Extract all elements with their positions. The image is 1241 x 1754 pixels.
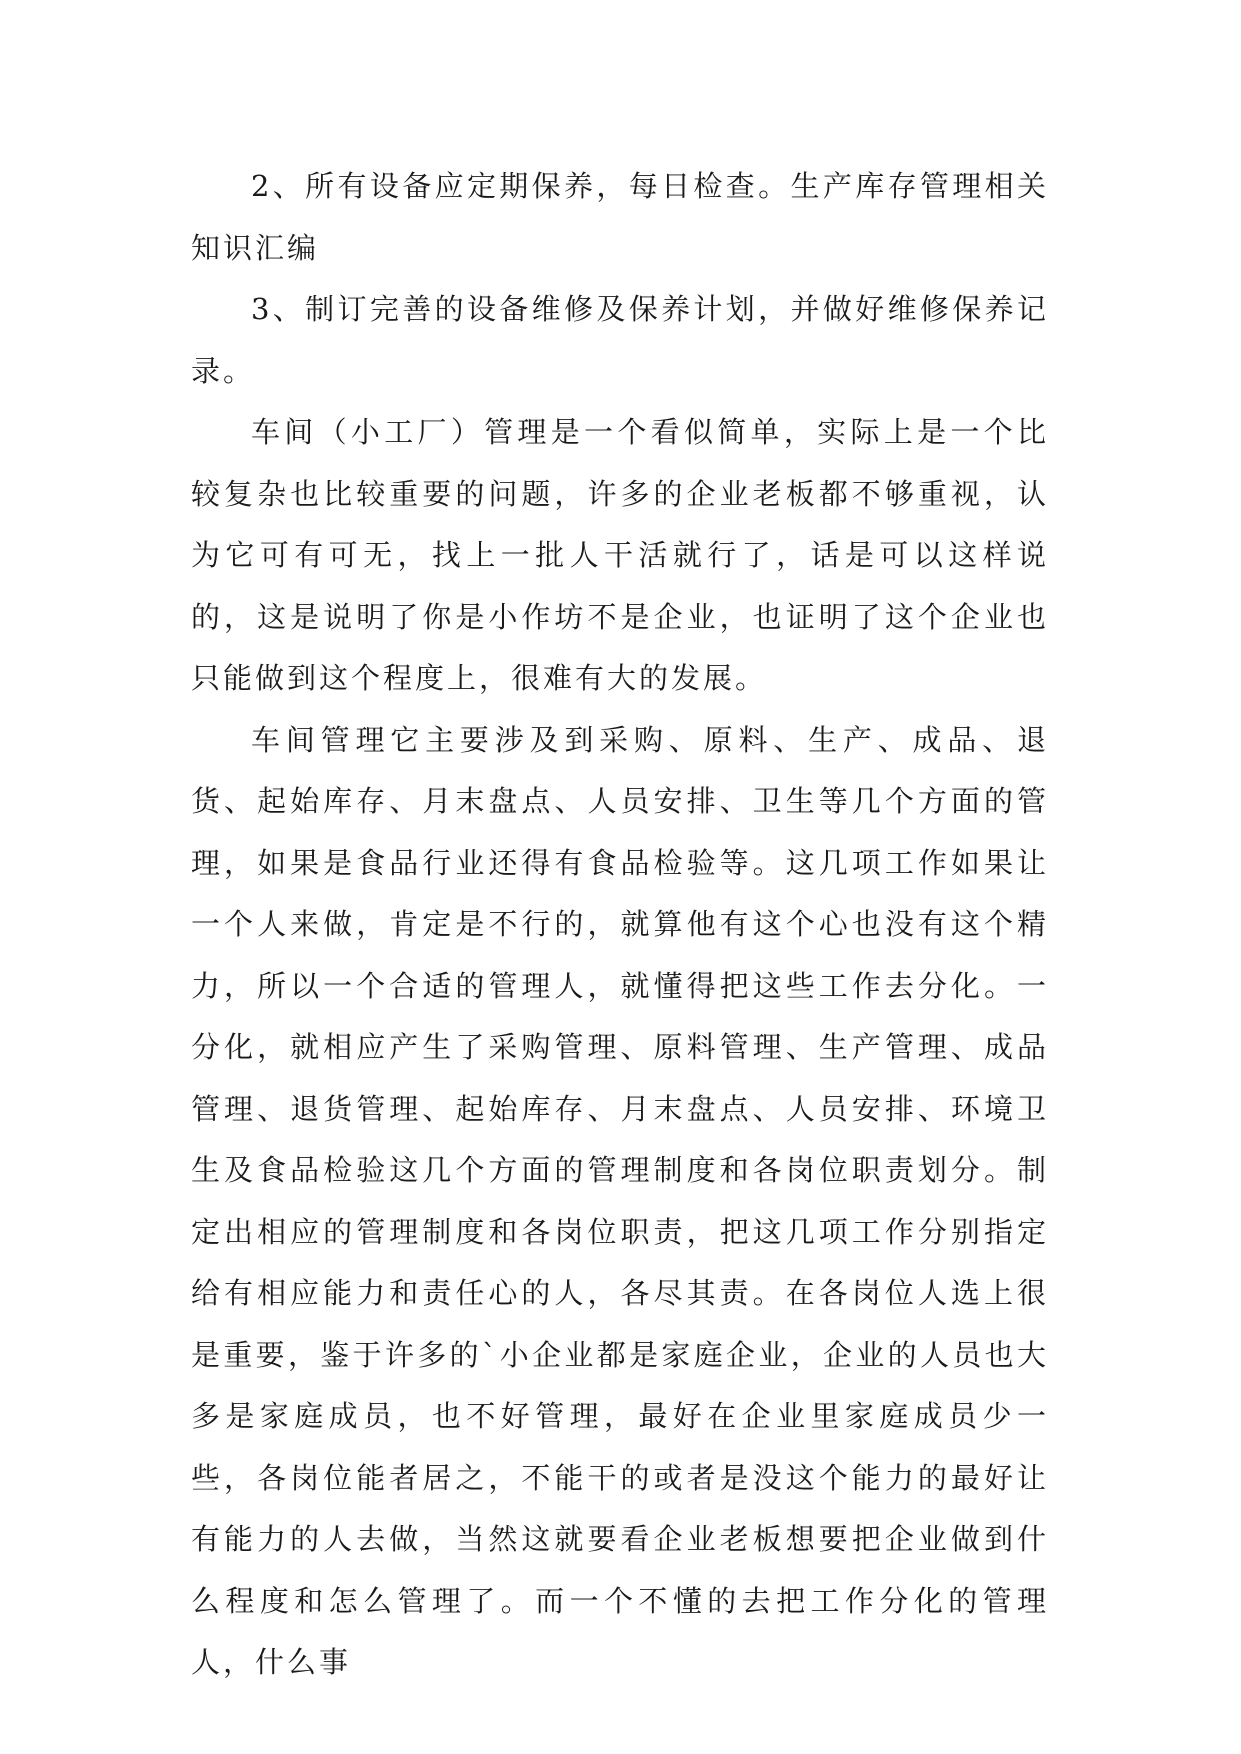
paragraph-equipment-maintenance: 2、所有设备应定期保养，每日检查。生产库存管理相关知识汇编	[191, 169, 1049, 265]
document-body	[191, 156, 1049, 1694]
paragraph-maintenance-plan: 3、制订完善的设备维修及保养计划，并做好维修保养记录。	[191, 292, 1049, 388]
paragraph-workshop-management: 车间（小工厂）管理是一个看似简单，实际上是一个比较复杂也比较重要的问题，许多的企业老板都不够重视，认为它可有可无，找上一批人干活就行了，话是可以这样说的，这是说明了你是小作坊不是企业，也证明了这个企业也只能做到这个程度上，很难有大的发展。	[191, 415, 1049, 695]
paragraph-management-scope: 车间管理它主要涉及到采购、原料、生产、成品、退货、起始库存、月末盘点、人员安排、卫生等几个方面的管理，如果是食品行业还得有食品检验等。这几项工作如果让一个人来做，肯定是不行的，就算他有这个心也没有这个精力，所以一个合适的管理人，就懂得把这些工作去分化。一分化，就相应产生了采购管理、原料管理、生产管理、成品管理、退货管理、起始库存、月末盘点、人员安排、环境卫生及食品检验这几个方面的管理制度和各岗位职责划分。制定出相应的管理制度和各岗位职责，把这几项工作分别指定给有相应能力和责任心的人，各尽其责。在各岗位人选上很是重要，鉴于许多的`小企业都是家庭企业，企业的人员也大多是家庭成员，也不好管理，最好在企业里家庭成员少一些，各岗位能者居之，不能干的或者是没这个能力的最好让有能力的人去做，当然这就要看企业老板想要把企业做到什么程度和怎么管理了。而一个不懂的去把工作分化的管理人，什么事	[191, 722, 1049, 1679]
